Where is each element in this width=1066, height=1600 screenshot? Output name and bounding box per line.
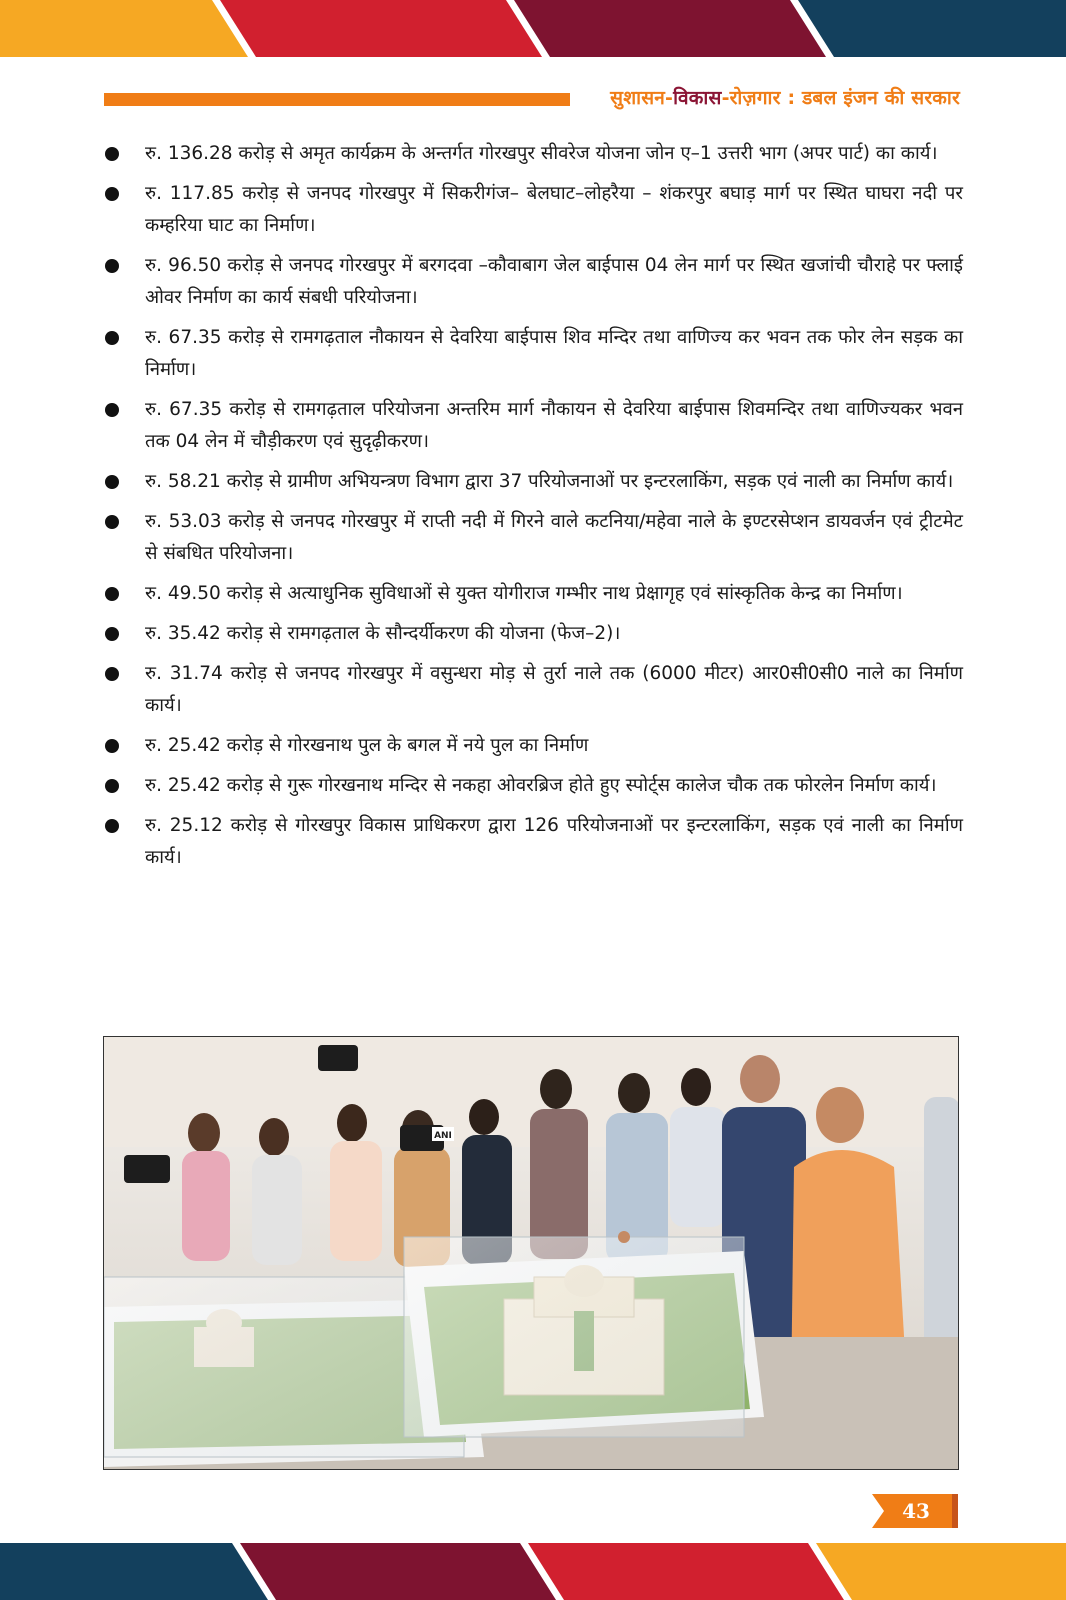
page-number-tab	[872, 1494, 958, 1528]
bullet-dot-icon	[105, 515, 119, 529]
list-item	[101, 730, 963, 762]
bullet-dot-icon	[105, 667, 119, 681]
list-item-text: रु. 53.03 करोड़ से जनपद गोरखपुर में राप्ती नदी में गिरने वाले कटनिया/महेवा नाले के इण्टरसेप्शन डायवर्जन एवं ट्रीटमेट से संबधित परियोजना।	[145, 511, 963, 564]
list-item-text: रु. 136.28 करोड़ से अमृत कार्यक्रम के अन्तर्गत गोरखपुर सीवरेज योजना जोन ए–1 उत्तरी भाग (अपर पार्ट) का कार्य।	[145, 143, 938, 164]
header-title-part2: विकास	[673, 87, 722, 109]
bullet-dot-icon	[105, 187, 119, 201]
bullet-dot-icon	[105, 147, 119, 161]
bullet-dot-icon	[105, 259, 119, 273]
header-accent-bar	[104, 93, 570, 106]
bullet-dot-icon	[105, 587, 119, 601]
list-item-text: रु. 117.85 करोड़ से जनपद गोरखपुर में सिकरीगंज– बेलघाट–लोहरैया – शंकरपुर बघाड़ मार्ग पर स्थित घाघरा नदी पर कम्हरिया घाट का निर्माण।	[145, 183, 963, 236]
project-list	[101, 138, 963, 882]
list-item	[101, 394, 963, 458]
running-header	[610, 84, 960, 110]
list-item-text: रु. 25.42 करोड़ से गुरू गोरखनाथ मन्दिर से नकहा ओवरब्रिज होते हुए स्पोर्ट्स कालेज चौक तक फोरलेन निर्माण कार्य।	[145, 775, 937, 796]
list-item	[101, 810, 963, 874]
bullet-dot-icon	[105, 627, 119, 641]
event-photo	[103, 1036, 959, 1470]
bullet-dot-icon	[105, 475, 119, 489]
list-item-text: रु. 58.21 करोड़ से ग्रामीण अभियन्त्रण विभाग द्वारा 37 परियोजनाओं पर इन्टरलाकिंग, सड़क एवं नाली का निर्माण कार्य।	[145, 471, 954, 492]
bullet-dot-icon	[105, 739, 119, 753]
list-item	[101, 618, 963, 650]
list-item-text: रु. 67.35 करोड़ से रामगढ़ताल नौकायन से देवरिया बाईपास शिव मन्दिर तथा वाणिज्य कर भवन तक फोर लेन सड़क का निर्माण।	[145, 327, 963, 380]
list-item	[101, 506, 963, 570]
list-item-text: रु. 96.50 करोड़ से जनपद गोरखपुर में बरगदवा –कौवाबाग जेल बाईपास 04 लेन मार्ग पर स्थित खजांची चौराहे पर फ्लाई ओवर निर्माण का कार्य संबधी परियोजना।	[145, 255, 963, 308]
list-item-text: रु. 49.50 करोड़ से अत्याधुनिक सुविधाओं से युक्त योगीराज गम्भीर नाथ प्रेक्षागृह एवं सांस्कृतिक केन्द्र का निर्माण।	[145, 583, 903, 604]
bullet-dot-icon	[105, 779, 119, 793]
bullet-dot-icon	[105, 403, 119, 417]
photo-badge-text: ANI	[434, 1131, 452, 1141]
bottom-color-band	[0, 1543, 1066, 1600]
list-item	[101, 770, 963, 802]
list-item	[101, 250, 963, 314]
list-item-text: रु. 31.74 करोड़ से जनपद गोरखपुर में वसुन्धरा मोड़ से तुर्रा नाले तक (6000 मीटर) आर0सी0सी0 नाले का निर्माण कार्य।	[145, 663, 963, 716]
page-number: 43	[902, 1499, 930, 1523]
header-title-part1: सुशासन-	[610, 87, 674, 109]
top-color-band	[0, 0, 1066, 57]
list-item	[101, 658, 963, 722]
list-item	[101, 466, 963, 498]
list-item-text: रु. 25.12 करोड़ से गोरखपुर विकास प्राधिकरण द्वारा 126 परियोजनाओं पर इन्टरलाकिंग, सड़क एवं नाली का निर्माण कार्य।	[145, 815, 963, 868]
list-item	[101, 578, 963, 610]
header-title-part3: -रोज़गार : डबल इंजन की सरकार	[721, 87, 960, 109]
list-item	[101, 322, 963, 386]
list-item-text: रु. 35.42 करोड़ से रामगढ़ताल के सौन्दर्यीकरण की योजना (फेज–2)।	[145, 623, 621, 644]
list-item	[101, 138, 963, 170]
bullet-dot-icon	[105, 819, 119, 833]
list-item	[101, 178, 963, 242]
list-item-text: रु. 25.42 करोड़ से गोरखनाथ पुल के बगल में नये पुल का निर्माण	[145, 735, 589, 756]
list-item-text: रु. 67.35 करोड़ से रामगढ़ताल परियोजना अन्तरिम मार्ग नौकायन से देवरिया बाईपास शिवमन्दिर तथा वाणिज्यकर भवन तक 04 लेन में चौड़ीकरण एवं सुदृढ़ीकरण।	[145, 399, 963, 452]
bullet-dot-icon	[105, 331, 119, 345]
